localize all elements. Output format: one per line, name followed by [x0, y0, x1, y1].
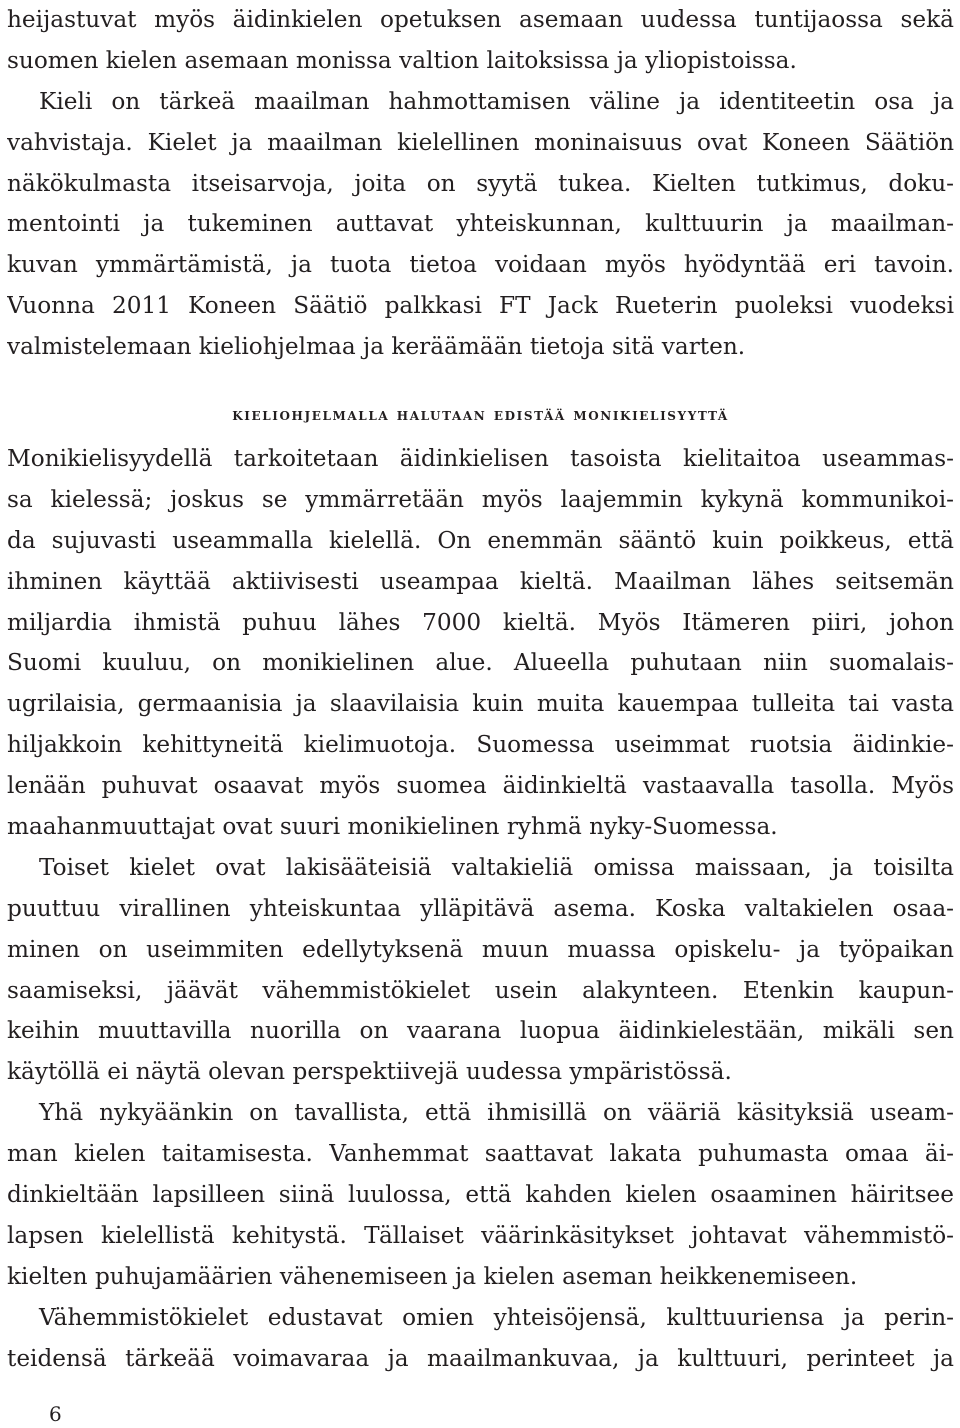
- text-line: Vähemmistökielet edustavat omien yhteisöjensä, kulttuuriensa ja perin-: [39, 1303, 954, 1331]
- text-line: lapsen kielellistä kehitystä. Tällaiset väärinkäsitykset johtavat vähemmistö-: [7, 1221, 954, 1249]
- text-line: Vuonna 2011 Koneen Säätiö palkkasi FT Jack Rueterin puoleksi vuodeksi: [7, 292, 954, 320]
- text-line: minen on useimmiten edellytyksenä muun muassa opiskelu- ja työpaikan: [7, 935, 954, 963]
- document-page: [7, 0, 954, 1428]
- text-line: ihminen käyttää aktiivisesti useampaa kieltä. Maailman lähes seitsemän: [7, 567, 954, 595]
- text-line: maahanmuuttajat ovat suuri monikielinen ryhmä nyky-Suomessa.: [7, 813, 778, 841]
- text-line: valmistelemaan kieliohjelmaa ja keräämään tietoja sitä varten.: [7, 333, 746, 361]
- text-line: keihin muuttavilla nuorilla on vaarana luopua äidinkielestään, mikäli sen: [7, 1017, 954, 1045]
- text-line: Suomi kuuluu, on monikielinen alue. Alueella puhutaan niin suomalais-: [7, 649, 954, 677]
- text-line: vahvistaja. Kielet ja maailman kielellinen moninaisuus ovat Koneen Säätiön: [7, 128, 954, 156]
- text-line: miljardia ihmistä puhuu lähes 7000 kieltä. Myös Itämeren piiri, johon: [7, 608, 954, 636]
- intro-paragraph: [7, 0, 954, 368]
- text-line: da sujuvasti useammalla kielellä. On enemmän sääntö kuin poikkeus, että: [7, 526, 954, 554]
- text-line: ugrilaisia, germaanisia ja slaavilaisia kuin muita kauempaa tulleita tai vasta: [7, 690, 954, 718]
- text-line: näkökulmasta itseisarvoja, joita on syytä tukea. Kielten tutkimus, doku-: [7, 169, 954, 197]
- text-line: Yhä nykyäänkin on tavallista, että ihmisillä on vääriä käsityksiä useam-: [39, 1099, 954, 1127]
- text-line: kielten puhujamäärien vähenemiseen ja kielen aseman heikkenemiseen.: [7, 1262, 858, 1290]
- text-line: sa kielessä; joskus se ymmärretään myös laajemmin kykynä kommunikoi-: [7, 485, 954, 513]
- text-line: käytöllä ei näytä olevan perspektiivejä uudessa ympäristössä.: [7, 1058, 732, 1086]
- text-line: kuvan ymmärtämistä, ja tuota tietoa voidaan myös hyödyntää eri tavoin.: [7, 251, 954, 279]
- text-line: man kielen taitamisesta. Vanhemmat saattavat lakata puhumasta omaa äi-: [7, 1140, 954, 1168]
- text-line: puuttuu virallinen yhteiskuntaa ylläpitävä asema. Koska valtakielen osaa-: [7, 894, 954, 922]
- text-line: dinkieltään lapsilleen siinä luulossa, että kahden kielen osaaminen häiritsee: [7, 1181, 954, 1209]
- body-text: [7, 439, 954, 1379]
- text-line: lenään puhuvat osaavat myös suomea äidinkieltä vastaavalla tasolla. Myös: [7, 772, 954, 800]
- text-line: heijastuvat myös äidinkielen opetuksen asemaan uudessa tuntijaossa sekä: [7, 6, 954, 33]
- page-number: 6: [49, 1402, 62, 1426]
- text-line: hiljakkoin kehittyneitä kielimuotoja. Suomessa useimmat ruotsia äidinkie-: [7, 731, 954, 759]
- text-line: Kieli on tärkeä maailman hahmottamisen väline ja identiteetin osa ja: [39, 87, 954, 115]
- text-line: Monikielisyydellä tarkoitetaan äidinkielisen tasoista kielitaitoa useammas-: [7, 445, 954, 472]
- section-heading: kieliohjelmalla halutaan edistää monikielisyyttä: [232, 405, 729, 425]
- text-line: saamiseksi, jäävät vähemmistökielet usein alakynteen. Etenkin kaupun-: [7, 976, 954, 1004]
- text-line: teidensä tärkeää voimavaraa ja maailmankuvaa, ja kulttuuri, perinteet ja: [7, 1344, 954, 1372]
- text-line: mentointi ja tukeminen auttavat yhteiskunnan, kulttuurin ja maailman-: [7, 210, 954, 238]
- text-line: suomen kielen asemaan monissa valtion laitoksissa ja yliopistoissa.: [7, 46, 797, 74]
- text-line: Toiset kielet ovat lakisääteisiä valtakieliä omissa maissaan, ja toisilta: [39, 853, 954, 881]
